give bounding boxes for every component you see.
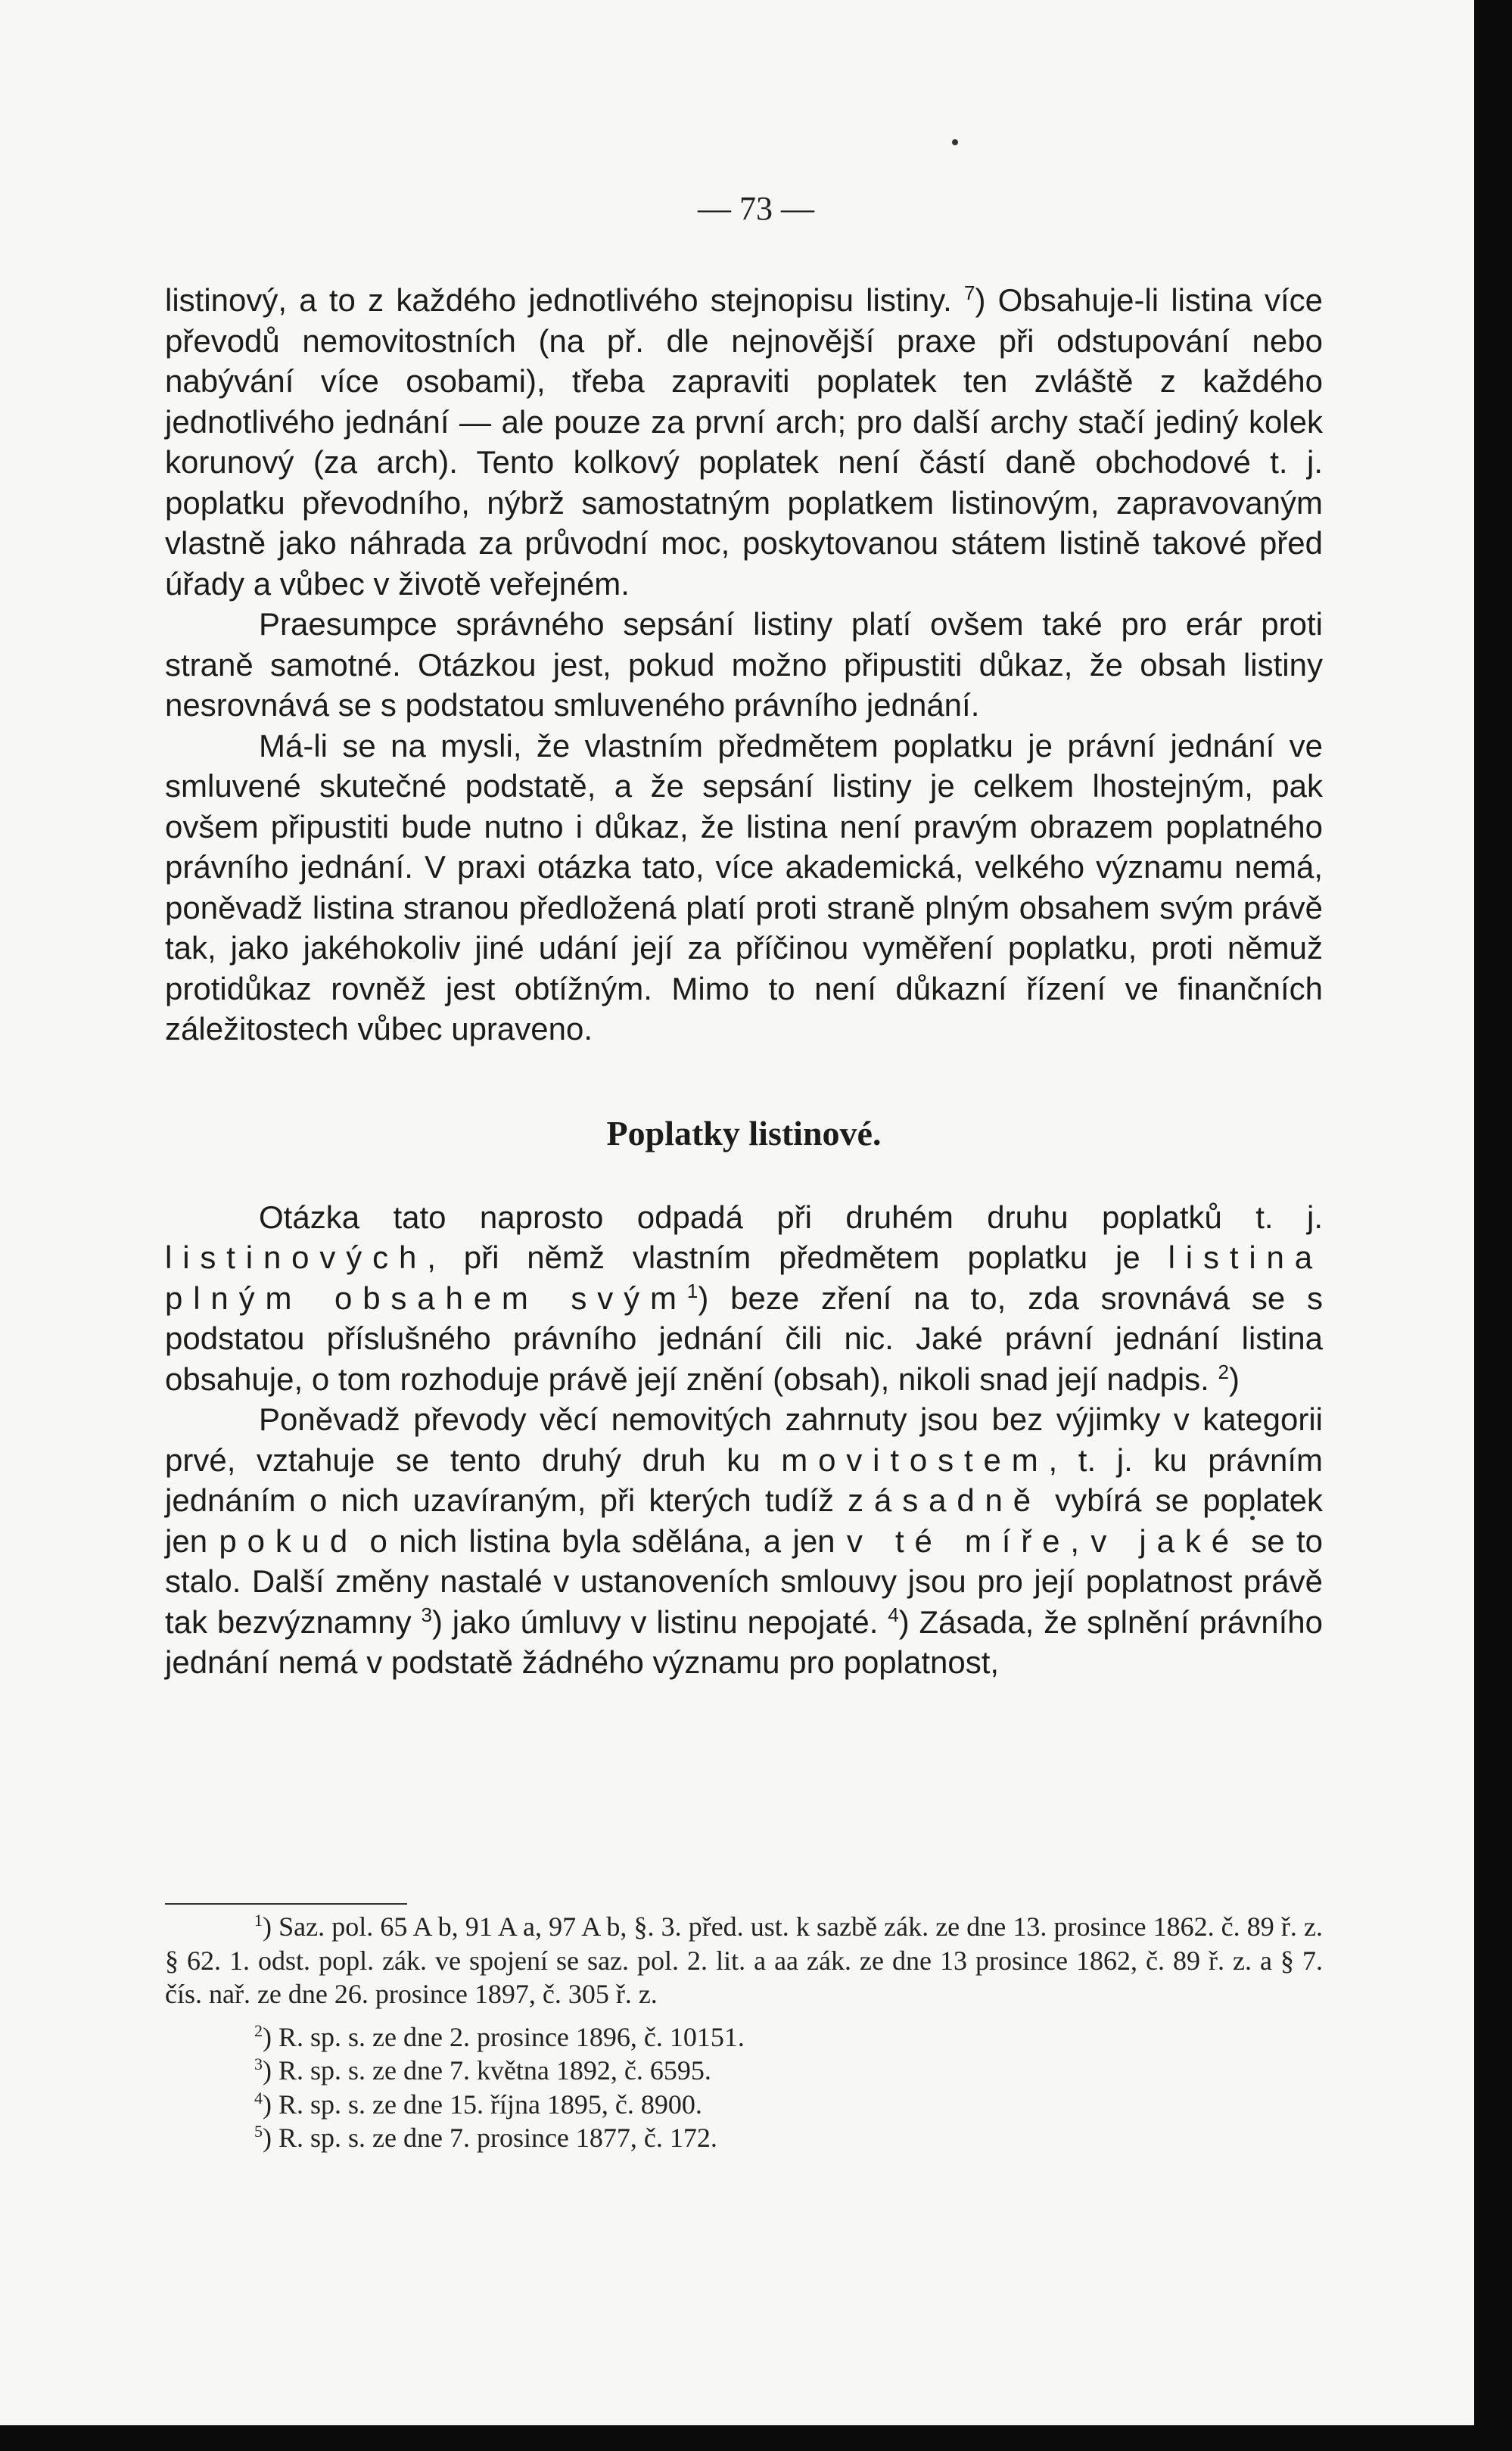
footnote-ref: 1 xyxy=(686,1279,698,1302)
footnote-divider xyxy=(165,1903,407,1905)
footnotes xyxy=(165,1910,1323,2155)
spaced-emphasis: listinových xyxy=(165,1239,428,1275)
footnote: $^5$) R. sp. s. ze dne 7. prosince 1877, č. 172. xyxy=(254,2122,717,2153)
spaced-emphasis: pokud xyxy=(219,1523,359,1559)
paragraph-3: Má-li se na mysli, že vlastním předmětem poplatku je právní jednání ve smluvené skutečné podstatě, a že sepsání listiny je celkem lhostejným, pak ovšem připustiti bude nutno i důkaz, že listina není pravým obrazem poplatného právního jednání. V praxi otázka tato, více akademická, velkého významu nemá, poněvadž listina stranou předložená platí proti straně plným obsahem svým právě tak, jako jakéhokoliv jiné udání její za příčinou vyměření poplatku, proti němuž protidůkaz rovněž jest obtížným. Mimo to není důkazní řízení ve finančních záležitostech vůbec upraveno. xyxy=(165,727,1323,1047)
footnote: $^3$) R. sp. s. ze dne 7. května 1892, č. 6595. xyxy=(254,2054,711,2086)
page-number: — 73 — xyxy=(698,190,814,227)
footnote-ref: 4 xyxy=(888,1603,899,1626)
paragraph-2: Praesumpce správného sepsání listiny platí ovšem také pro erár proti straně samotné. Otázkou jest, pokud možno připustiti důkaz, že obsah listiny nesrovnává se s podstatou smluveného právního jednání. xyxy=(165,606,1323,723)
spaced-emphasis: listina plným obsahem svým xyxy=(165,1239,1323,1316)
spaced-emphasis: movitostem xyxy=(781,1442,1049,1478)
spaced-emphasis: zásadně xyxy=(848,1482,1041,1518)
footnote: $^1$) Saz. pol. 65 A b, 91 A a, 97 A b, §. 3. před. ust. k sazbě zák. ze dne 13. prosince 1862. č. 89 ř. z. § 62. 1. odst. popl. zák. ve spojení se saz. pol. 2. lit. a aa zák. ze dne 13 prosince 1862, č. 89 ř. z. a § 7. čís. nař. ze dne 26. prosince 1897, č. 305 ř. z. xyxy=(165,1911,1323,2009)
paragraph-5: Poněvadž převody věcí nemovitých zahrnuty jsou bez výjimky v kategorii prvé, vztahuje se tento druhý druh ku movitostem, t. j. ku právním jednáním o nich uzavíraným, při kterých tudíž zásadně vybírá se poplatek jen pokud o nich listina byla sdělána, a jen v té míře, v jaké se to stalo. Další změny nastalé v ustanoveních smlouvy jsou pro její poplatnost právě tak bezvýznamny $^3$) jako úmluvy v listinu nepojaté. $^4$) Zásada, že splnění právního jednání nemá v podstatě žádného významu pro poplatnost, xyxy=(165,1401,1323,1680)
footnote-ref: 3 xyxy=(421,1603,432,1626)
spaced-emphasis: v jaké xyxy=(1090,1523,1240,1559)
footnote-ref: 7 xyxy=(963,281,975,304)
ink-speck xyxy=(952,139,958,145)
footnote: $^2$) R. sp. s. ze dne 2. prosince 1896, č. 10151. xyxy=(254,2020,745,2052)
spaced-emphasis: v té míře xyxy=(846,1523,1071,1559)
body-text xyxy=(165,280,1323,1683)
paragraph-1: listinový, a to z každého jednotlivého stejnopisu listiny. $^7$) Obsahuje-li listina více převodů nemovitostních (na př. dle nejnovější praxe při odstupování nebo nabývání více osobami), třeba zapraviti poplatek ten zvláště z každého jednotlivého jednání — ale pouze za první arch; pro další archy stačí jediný kolek korunový (za arch). Tento kolkový poplatek není částí daně obchodové t. j. poplatku převodního, nýbrž samostatným poplatkem listinovým, zapravovaným vlastně jako náhrada za průvodní moc, poskytovanou státem listině takové před úřady a vůbec v životě veřejném. xyxy=(165,281,1323,602)
paragraph-4: Otázka tato naprosto odpadá při druhém druhu poplatků t. j. listinových, při němž vlastním předmětem poplatku je listina plným obsahem svým$^1$) beze zření na to, zda srovnává se s podstatou příslušného právního jednání čili nic. Jaké právní jednání listina obsahuje, o tom rozhoduje právě její znění (obsah), nikoli snad její nadpis. $^2$) xyxy=(165,1199,1323,1397)
footnote-ref: 2 xyxy=(1218,1360,1229,1383)
section-heading: Poplatky listinové. xyxy=(606,1113,882,1152)
footnote: $^4$) R. sp. s. ze dne 15. října 1895, č. 8900. xyxy=(254,2088,702,2120)
